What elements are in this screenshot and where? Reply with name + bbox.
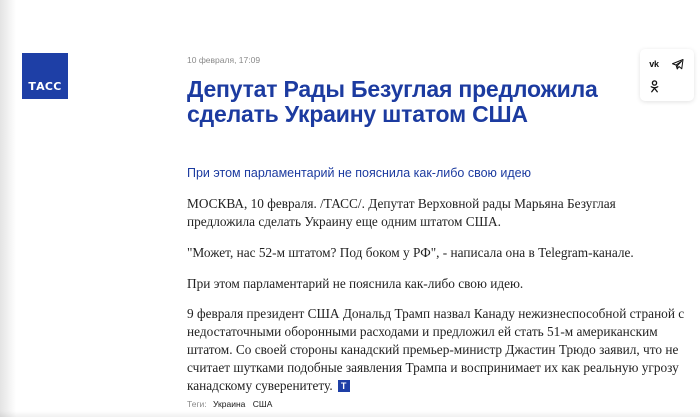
article-paragraph: При этом парламентарий не пояснила как-либо свою идею. [187, 276, 524, 291]
article-body [187, 195, 687, 408]
telegram-icon [672, 59, 684, 70]
share-vk-button[interactable] [644, 56, 664, 72]
vk-icon: vk [649, 59, 659, 69]
share-panel [640, 49, 694, 101]
share-odnoklassniki-button[interactable] [644, 78, 664, 94]
tag-ukraine[interactable]: Украина [213, 399, 246, 409]
tass-end-mark: T [338, 380, 350, 392]
logo-text: ТАСС [28, 80, 62, 93]
page-left-shadow [0, 0, 16, 417]
article-paragraph-text: 9 февраля президент США Дональд Трамп назвал Канаду нежизнеспособной страной с недостаточными оборонными расходами и предложил ей стать 51-м американским штатом. Со своей стороны канадский премьер-министр Джастин Трюдо заявил, что не считает шутками подобные заявления Трампа и воспринимает их как реальную угрозу канадскому суверенитету. [187, 306, 685, 393]
article-headline: Депутат Рады Безуглая предложила сделать Украину штатом США [187, 76, 598, 127]
page-bottom-shadow [0, 411, 700, 417]
tags-label: Теги: [187, 399, 207, 409]
article-paragraph: "Может, нас 52-м штатом? Под боком у РФ", - написала она в Telegram-канале. [187, 245, 634, 260]
article-lead: При этом парламентарий не пояснила как-либо свою идею [187, 166, 531, 180]
article-timestamp: 10 февраля, 17:09 [187, 55, 261, 65]
tag-usa[interactable]: США [252, 399, 273, 409]
article-paragraph-last [187, 305, 687, 395]
tass-logo[interactable] [22, 53, 68, 99]
article-tags [187, 399, 277, 409]
article-paragraph: МОСКВА, 10 февраля. /ТАСС/. Депутат Верховной рады Марьяна Безуглая предложила сделать Украину еще одним штатом США. [187, 196, 616, 229]
odnoklassniki-icon [650, 80, 659, 93]
share-telegram-button[interactable] [668, 56, 688, 72]
